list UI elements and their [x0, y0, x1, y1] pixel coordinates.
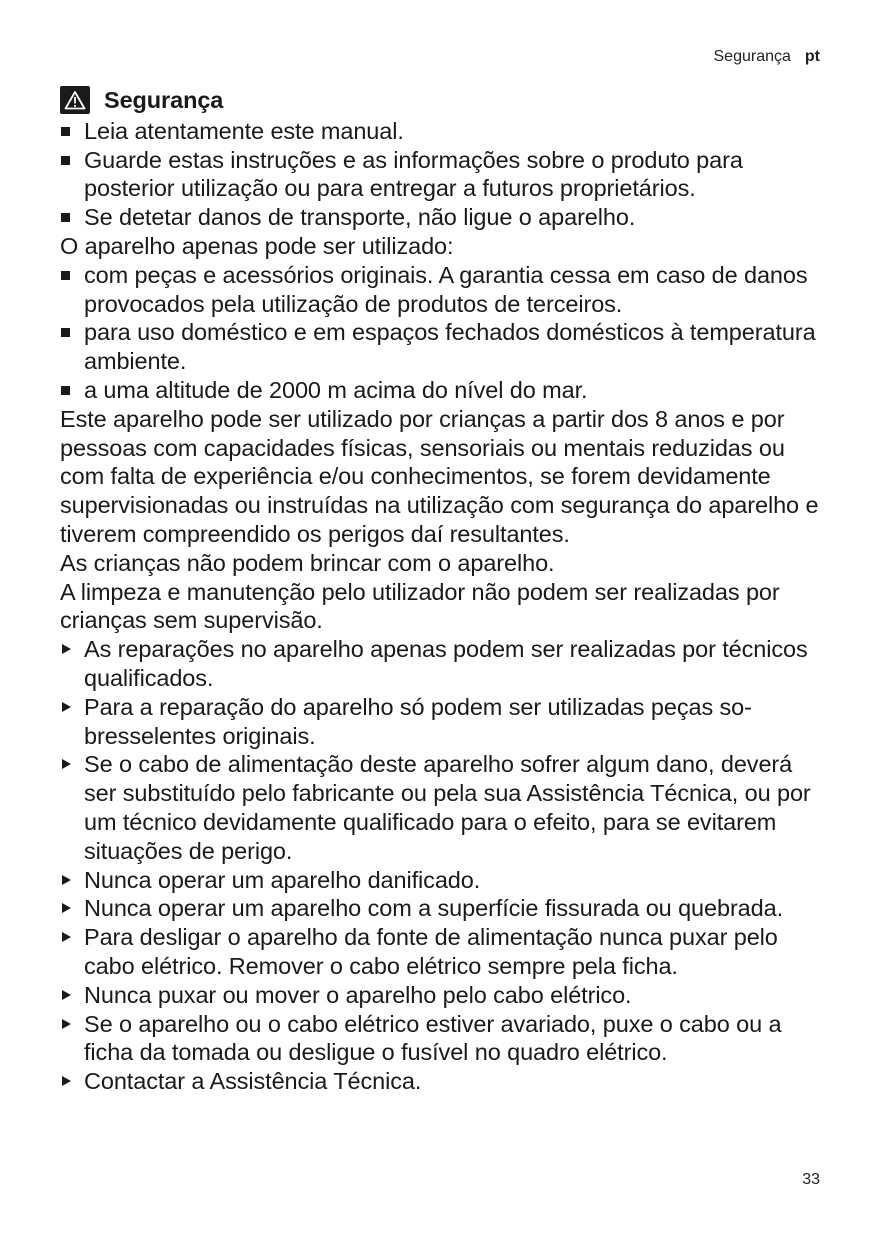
instruction-item [60, 635, 825, 693]
paragraphs [60, 405, 825, 635]
instruction-item [60, 1010, 825, 1068]
bullet-square-icon [60, 203, 84, 232]
instruction-item [60, 750, 825, 865]
action-arrow-icon [60, 1010, 84, 1068]
action-arrow-icon [60, 693, 84, 751]
intro-list [60, 117, 825, 232]
safety-section [60, 86, 825, 1096]
usage-list [60, 261, 825, 405]
instruction-item-text: Se o cabo de alimentação deste aparelho sofrer algum dano, deverá ser substituído pelo fabricante ou pela sua Assistência Técnica, ou por um técnico devidamente qualificado para o efeito, para se evitarem situações de perigo. [84, 751, 811, 864]
intro-bullet [60, 117, 825, 146]
usage-bullet [60, 376, 825, 405]
body-paragraph: As crianças não podem brincar com o aparelho. [60, 549, 555, 576]
action-arrow-icon [60, 923, 84, 981]
usage-intro: O aparelho apenas pode ser utilizado: [60, 232, 454, 259]
instruction-item-text: Nunca operar um aparelho com a superfície fissurada ou quebrada. [84, 895, 784, 922]
intro-bullet [60, 203, 825, 232]
instruction-item [60, 1067, 825, 1096]
instruction-item-text: Para desligar o aparelho da fonte de alimentação nunca puxar pelo cabo elétrico. Remover o cabo elétrico sempre pela ficha. [84, 924, 778, 979]
intro-bullet-text: Leia atentamente este manual. [84, 117, 404, 144]
intro-bullet-text: Guarde estas instruções e as informações sobre o produto para posterior utilização ou para entregar a futuros proprietários. [84, 146, 743, 202]
bullet-square-icon [60, 117, 84, 146]
usage-bullet [60, 318, 825, 376]
action-arrow-icon [60, 635, 84, 693]
instruction-item-text: Contactar a Assistência Técnica. [84, 1068, 422, 1095]
action-arrow-icon [60, 1067, 84, 1096]
bullet-square-icon [60, 261, 84, 319]
bullet-square-icon [60, 146, 84, 204]
bullet-square-icon [60, 376, 84, 405]
usage-bullet [60, 261, 825, 319]
page-title: Segurança [104, 87, 224, 113]
body-paragraph: Este aparelho pode ser utilizado por crianças a partir dos 8 anos e por pessoas com capacidades físicas, sensoriais ou mentais reduzidas ou com falta de experiência e/ou conhecimentos, se forem devidamente supervisionadas ou instruídas na utilização com segurança do aparelho e tiverem compreendido os perigos daí resultantes. [60, 405, 819, 547]
instruction-item [60, 866, 825, 895]
action-arrow-icon [60, 894, 84, 923]
action-arrow-icon [60, 866, 84, 895]
action-arrow-icon [60, 750, 84, 865]
page-number: 33 [802, 1171, 820, 1188]
section-heading [60, 86, 825, 115]
instruction-item [60, 981, 825, 1010]
instruction-item-text: Nunca puxar ou mover o aparelho pelo cabo elétrico. [84, 981, 632, 1008]
instruction-item [60, 693, 825, 751]
instruction-item-text: As reparações no aparelho apenas podem ser realizadas por técnicos qualificados. [84, 636, 808, 691]
usage-bullet-text: a uma altitude de 2000 m acima do nível do mar. [84, 376, 588, 403]
instruction-item-text: Para a reparação do aparelho só podem ser utilizadas peças sobresselentes originais. [84, 693, 752, 749]
instruction-item-text: Se o aparelho ou o cabo elétrico estiver avariado, puxe o cabo ou a ficha da tomada ou desligue o fusível no quadro elétrico. [84, 1010, 782, 1066]
usage-bullet-text: com peças e acessórios originais. A garantia cessa em caso de danos provocados pela utilização de produtos de terceiros. [84, 261, 808, 317]
header-section: Segurança [713, 48, 791, 65]
body-paragraph: A limpeza e manutenção pelo utilizador não podem ser realizadas por crianças sem supervisão. [60, 578, 780, 634]
action-arrow-icon [60, 981, 84, 1010]
instruction-item [60, 923, 825, 981]
bullet-square-icon [60, 318, 84, 376]
running-header [714, 48, 821, 66]
warning-triangle-icon [60, 86, 90, 114]
intro-bullet-text: Se detetar danos de transporte, não ligue o aparelho. [84, 204, 636, 231]
header-language: pt [804, 48, 820, 65]
intro-bullet [60, 146, 825, 204]
instruction-item [60, 894, 825, 923]
usage-bullet-text: para uso doméstico e em espaços fechados domésticos à temperatura ambiente. [84, 319, 816, 375]
instruction-list [60, 635, 825, 1096]
instruction-item-text: Nunca operar um aparelho danificado. [84, 866, 481, 893]
